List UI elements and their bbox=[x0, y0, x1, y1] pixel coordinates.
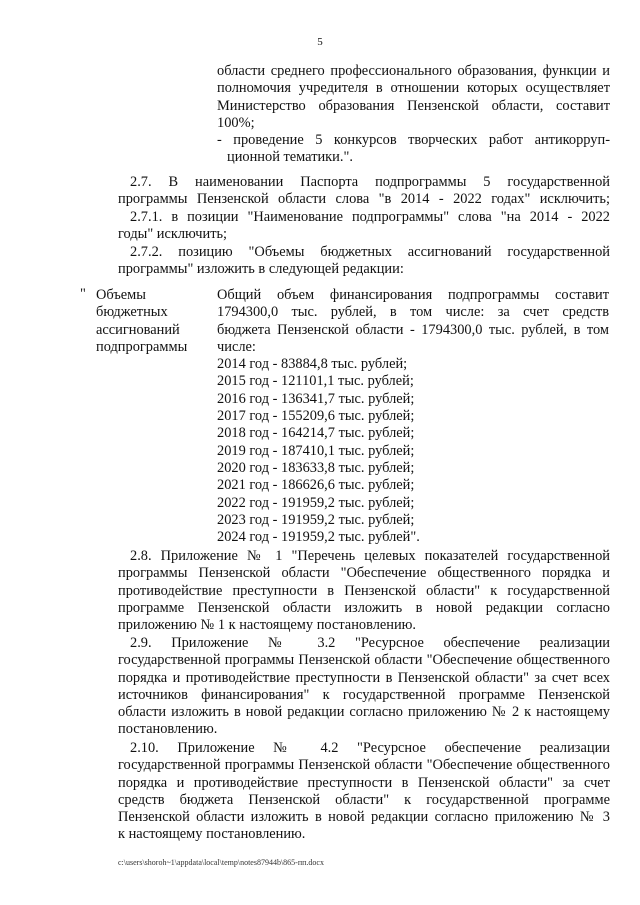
paragraph-2-7 bbox=[118, 174, 610, 209]
text-line: годы" исключить; bbox=[118, 226, 228, 243]
paragraph-2-7-2 bbox=[118, 244, 610, 279]
text-line: 2.10. Приложение № 4.2 "Ресурсное обеспечение реализации bbox=[130, 740, 610, 756]
text-line: программы Пензенской области слова "в 2014 - 2022 годах" исключить; bbox=[118, 191, 610, 208]
table-value-column bbox=[217, 287, 609, 546]
footer-file-path: c:\users\shoroh~1\appdata\local\temp\notes87944b\865-пп.docx bbox=[118, 858, 324, 867]
text-line: средств бюджета Пензенской области" к государственной программе bbox=[118, 791, 610, 808]
text-line: порядка и противодействие преступности в Пензенской области" за счет всех bbox=[118, 669, 610, 686]
text-line: постановлению. bbox=[118, 721, 218, 738]
table-year-line: 2023 год - 191959,2 тыс. рублей; bbox=[217, 511, 415, 528]
text-line: ционной тематики.". bbox=[227, 149, 353, 166]
table-year-line: 2018 год - 164214,7 тыс. рублей; bbox=[217, 425, 415, 442]
table-label-line: подпрограммы bbox=[96, 338, 188, 355]
paragraph-2-7-1 bbox=[118, 209, 610, 244]
text-line: 2.7. В наименовании Паспорта подпрограммы 5 государственной bbox=[130, 174, 610, 190]
text-line: 100%; bbox=[217, 114, 255, 131]
text-line: источников финансирования" к государственной программе Пензенской bbox=[118, 686, 610, 703]
text-line: противодействие преступности в Пензенской области" к государственной bbox=[118, 582, 610, 599]
table-label-column bbox=[96, 287, 206, 356]
text-line: 2.9. Приложение № 3.2 "Ресурсное обеспечение реализации bbox=[130, 635, 610, 651]
table-label-line: ассигнований bbox=[96, 321, 180, 338]
text-line: государственной программы Пензенской области "Обеспечение общественного bbox=[118, 652, 610, 669]
text-line: порядка и противодействие преступности в Пензенской области" за счет bbox=[118, 774, 610, 791]
table-year-line: 2019 год - 187410,1 тыс. рублей; bbox=[217, 442, 415, 459]
paragraph-2-8 bbox=[118, 548, 610, 634]
text-line: - проведение 5 конкурсов творческих работ антикорруп- bbox=[217, 132, 610, 149]
table-value-line: бюджета Пензенской области - 1794300,0 тыс. рублей, в том bbox=[217, 321, 609, 338]
text-line: к настоящему постановлению. bbox=[118, 826, 306, 843]
text-line: приложению № 1 к настоящему постановлению. bbox=[118, 617, 417, 634]
table-value-line: числе: bbox=[217, 338, 256, 355]
table-year-line: 2021 год - 186626,6 тыс. рублей; bbox=[217, 477, 415, 494]
table-value-line: Общий объем финансирования подпрограммы составит bbox=[217, 287, 609, 303]
paragraph-2-10 bbox=[118, 740, 610, 844]
text-line: Министерство образования Пензенской области, составит bbox=[217, 97, 610, 114]
text-line: Пензенской области изложить в новой редакции согласно приложению № 3 bbox=[118, 809, 610, 826]
text-line: программы" изложить в следующей редакции: bbox=[118, 261, 404, 278]
text-line: 2.7.1. в позиции "Наименование подпрограммы" слова "на 2014 - 2022 bbox=[130, 209, 610, 225]
table-year-line: 2024 год - 191959,2 тыс. рублей". bbox=[217, 529, 420, 546]
text-line: 2.7.2. позицию "Объемы бюджетных ассигнований государственной bbox=[130, 244, 610, 260]
text-line: 2.8. Приложение № 1 "Перечень целевых показателей государственной bbox=[130, 548, 610, 564]
table-label-line: бюджетных bbox=[96, 304, 168, 321]
table-year-line: 2014 год - 83884,8 тыс. рублей; bbox=[217, 356, 408, 373]
table-year-line: 2016 год - 136341,7 тыс. рублей; bbox=[217, 390, 415, 407]
paragraph-2-9 bbox=[118, 635, 610, 739]
text-line: программе Пензенской области изложить в новой редакции согласно bbox=[118, 599, 610, 616]
text-line: программы Пензенской области "Обеспечение общественного порядка и bbox=[118, 565, 610, 582]
text-line: государственной программы Пензенской области "Обеспечение общественного bbox=[118, 757, 610, 774]
top-block bbox=[217, 63, 610, 167]
table-year-line: 2017 год - 155209,6 тыс. рублей; bbox=[217, 408, 415, 425]
text-line: области изложить в новой редакции согласно приложению № 2 к настоящему bbox=[118, 704, 610, 721]
table-year-line: 2020 год - 183633,8 тыс. рублей; bbox=[217, 459, 415, 476]
table-year-line: 2022 год - 191959,2 тыс. рублей; bbox=[217, 494, 415, 511]
table-value-line: 1794300,0 тыс. рублей, в том числе: за счет средств bbox=[217, 304, 609, 321]
text-line: полномочия учредителя в отношении которых осуществляет bbox=[217, 80, 610, 97]
table-label-line: Объемы bbox=[96, 287, 146, 303]
text-line: области среднего профессионального образования, функции и bbox=[217, 63, 610, 79]
table-year-line: 2015 год - 121101,1 тыс. рублей; bbox=[217, 373, 414, 390]
opening-quote: " bbox=[80, 286, 86, 302]
page-number: 5 bbox=[317, 36, 323, 48]
